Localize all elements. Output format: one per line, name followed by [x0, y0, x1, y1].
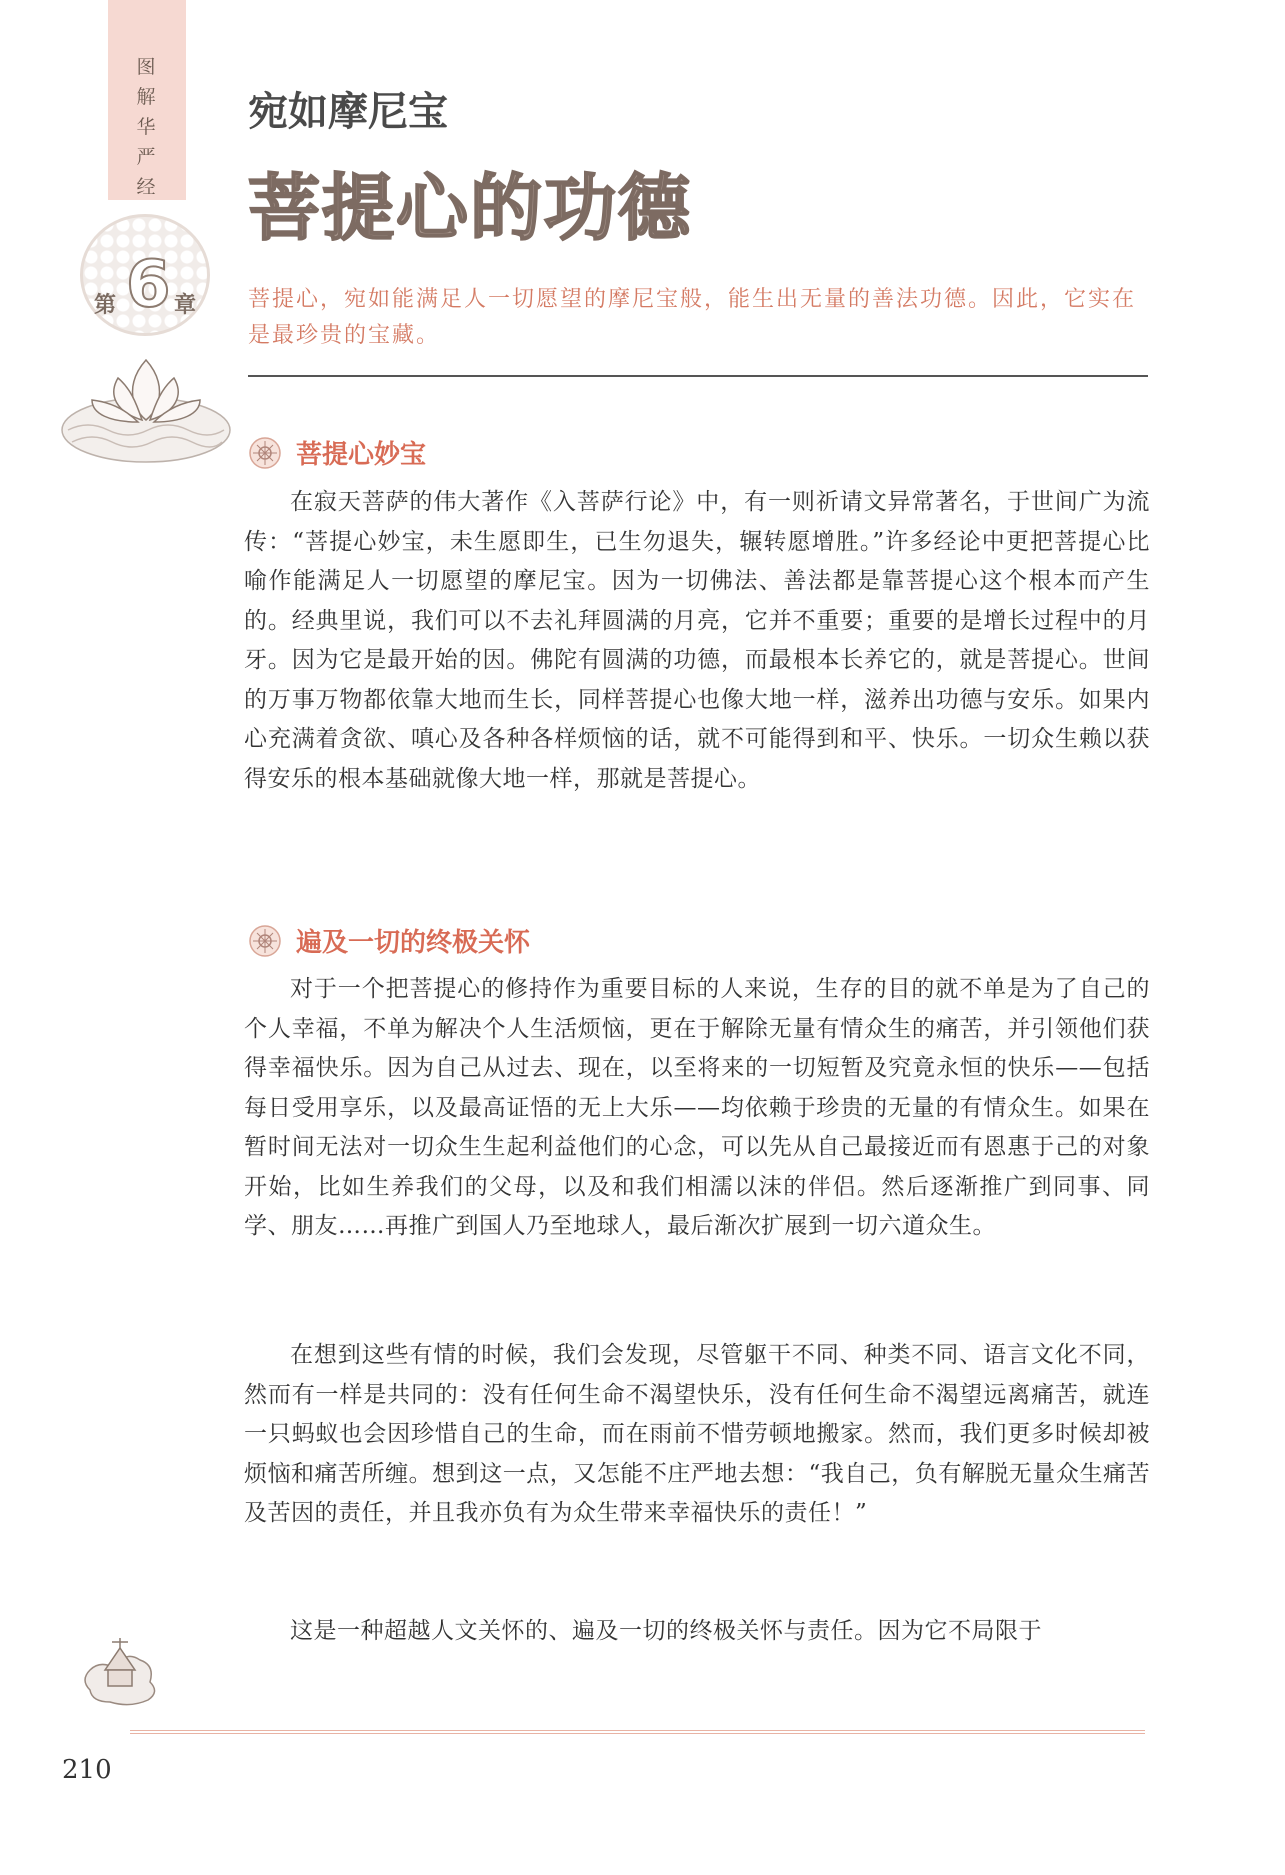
section-heading-text: 遍及一切的终极关怀	[296, 928, 531, 958]
chapter-intro: 菩提心，宛如能满足人一切愿望的摩尼宝般，能生出无量的善法功德。因此，它实在是最珍贵的宝藏。	[248, 287, 1137, 348]
chapter-suffix: 章	[174, 293, 197, 318]
dharma-wheel-icon	[248, 436, 282, 470]
page-title: 菩提心的功德	[248, 165, 693, 250]
chapter-prefix: 第	[94, 293, 117, 318]
body-paragraph: 在想到这些有情的时候，我们会发现，尽管躯干不同、种类不同、语言文化不同，然而有一样是共同的：没有任何生命不渴望快乐，没有任何生命不渴望远离痛苦，就连一只蚂蚁也会因珍惜自己的生命，而在雨前不惜劳顿地搬家。然而，我们更多时候却被烦恼和痛苦所缠。想到这一点，又怎能不庄严地去想：“我自己，负有解脱无量众生痛苦及苦因的责任，并且我亦负有为众生带来幸福快乐的责任！”	[244, 1342, 1150, 1526]
section-heading	[248, 434, 426, 471]
chapter-number: 6	[126, 248, 171, 322]
series-title-char: 严	[136, 146, 158, 168]
temple-ornament-icon	[70, 1620, 170, 1720]
body-paragraph: 在寂天菩萨的伟大著作《入菩萨行论》中，有一则祈请文异常著名，于世间广为流传：“菩提心妙宝，未生愿即生，已生勿退失，辗转愿增胜。”许多经论中更把菩提心比喻作能满足人一切愿望的摩尼宝。因为一切佛法、善法都是靠菩提心这个根本而产生的。经典里说，我们可以不去礼拜圆满的月亮，它并不重要；重要的是增长过程中的月牙。因为它是最开始的因。佛陀有圆满的功德，而最根本长养它的，就是菩提心。世间的万事万物都依靠大地而生长，同样菩提心也像大地一样，滋养出功德与安乐。如果内心充满着贪欲、嗔心及各种各样烦恼的话，就不可能得到和平、快乐。一切众生赖以获得安乐的根本基础就像大地一样，那就是菩提心。	[244, 489, 1150, 792]
page-subtitle: 宛如摩尼宝	[248, 88, 448, 135]
section-heading	[248, 922, 530, 959]
series-title-char: 图	[136, 56, 158, 78]
dharma-wheel-icon	[248, 924, 282, 958]
chapter-label	[86, 248, 216, 322]
body-paragraph: 对于一个把菩提心的修持作为重要目标的人来说，生存的目的就不单是为了自己的个人幸福，不单为解决个人生活烦恼，更在于解除无量有情众生的痛苦，并引领他们获得幸福快乐。因为自己从过去、现在，以至将来的一切短暂及究竟永恒的快乐——包括每日受用享乐，以及最高证悟的无上大乐——均依赖于珍贵的无量的有情众生。如果在暂时间无法对一切众生生起利益他们的心念，可以先从自己最接近而有恩惠于己的对象开始，比如生养我们的父母，以及和我们相濡以沫的伴侣。然后逐渐推广到同事、同学、朋友……再推广到国人乃至地球人，最后渐次扩展到一切六道众生。	[244, 976, 1150, 1239]
page-number: 210	[62, 1755, 112, 1785]
header-divider	[248, 375, 1148, 377]
series-title-char: 华	[136, 116, 158, 138]
series-title-char: 经	[136, 176, 158, 198]
series-title-char: 解	[136, 86, 158, 108]
footer-divider	[130, 1730, 1145, 1734]
lotus-icon	[58, 350, 234, 465]
series-title	[108, 52, 186, 202]
body-paragraph: 这是一种超越人文关怀的、遍及一切的终极关怀与责任。因为它不局限于	[290, 1618, 1042, 1644]
section-heading-text: 菩提心妙宝	[296, 440, 427, 470]
